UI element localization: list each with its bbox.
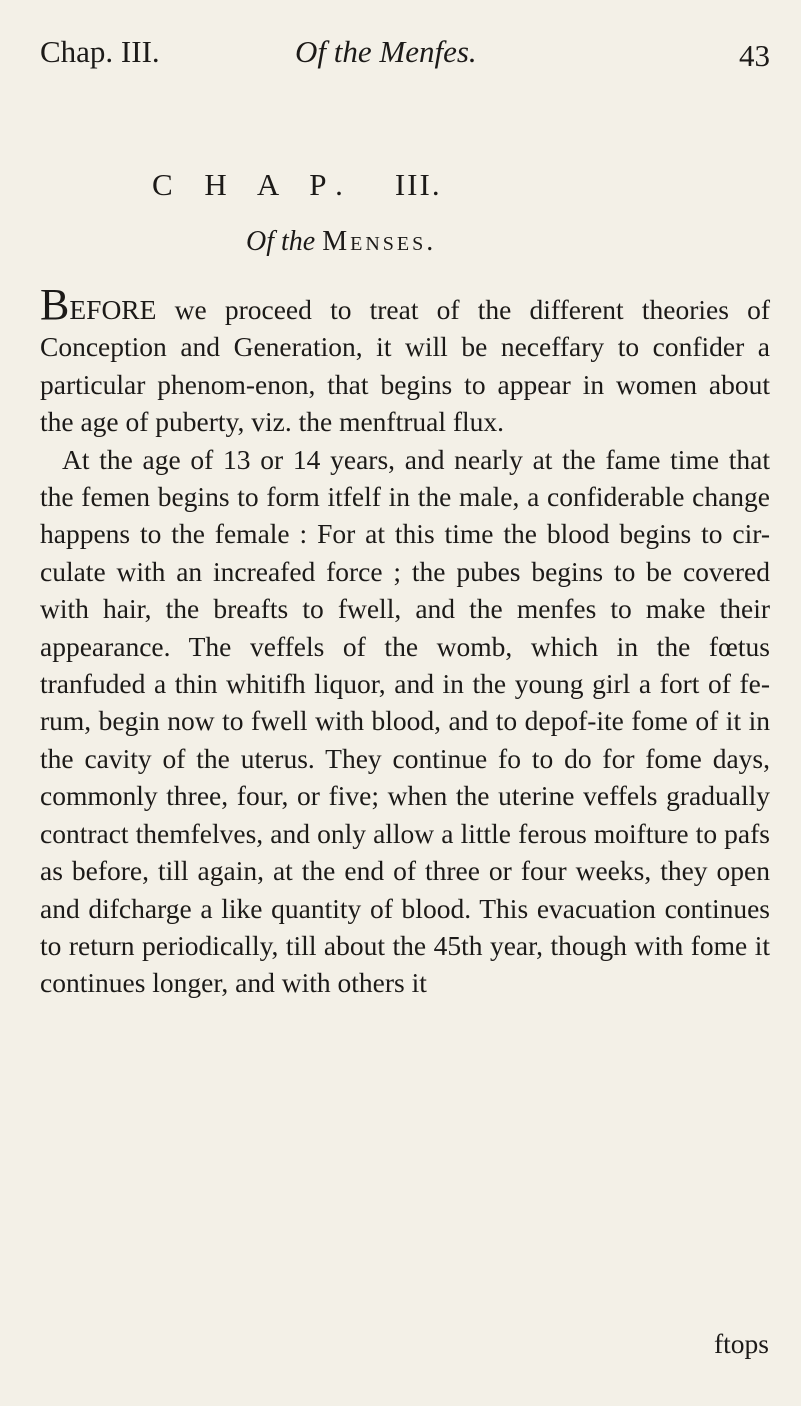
chapter-heading: [152, 167, 442, 203]
chapter-label: C H A P.: [152, 167, 355, 202]
chapter-subtitle-prefix: Of the: [246, 226, 316, 257]
paragraph-1-text: EFORE we proceed to treat of the different theories of Conception and Generation, it will be neceffary to confider a particular phenom-enon, that begins to appear in women about the age of puberty, viz. the menftrual flux.: [40, 294, 770, 438]
chapter-number: III.: [394, 167, 442, 202]
body-text: [40, 280, 770, 1002]
running-head: [40, 28, 770, 78]
chapter-subtitle-main: Menses.: [322, 226, 437, 257]
chapter-subtitle: [246, 226, 436, 258]
running-head-chapter: Chap. III.: [40, 34, 160, 69]
catchword: ftops: [714, 1328, 769, 1359]
paragraph-1: [40, 280, 770, 441]
drop-letter: B: [40, 280, 70, 329]
running-head-title: Of the Menfes.: [295, 34, 477, 69]
page-number: 43: [739, 38, 770, 73]
paragraph-2: At the age of 13 or 14 years, and nearly at the fame time that the femen begins to form itfelf in the male, a confiderable change happens to the female : For at this time the blood begins to cir-culate with an increafed force ; the pubes begins to be covered with hair, the breafts to fwell, and the menfes to make their appearance. The veffels of the womb, which in the fœtus tranfuded a thin whitifh liquor, and in the young girl a fort of fe-rum, begin now to fwell with blood, and to depof-ite fome of it in the cavity of the uterus. They continue fo to do for fome days, commonly three, four, or five; when the uterine veffels gradually contract themfelves, and only allow a little ferous moifture to pafs as before, till again, at the end of three or four weeks, they open and difcharge a like quantity of blood. This evacuation continues to return periodically, till about the 45th year, though with fome it continues longer, and with others it: [40, 443, 770, 999]
